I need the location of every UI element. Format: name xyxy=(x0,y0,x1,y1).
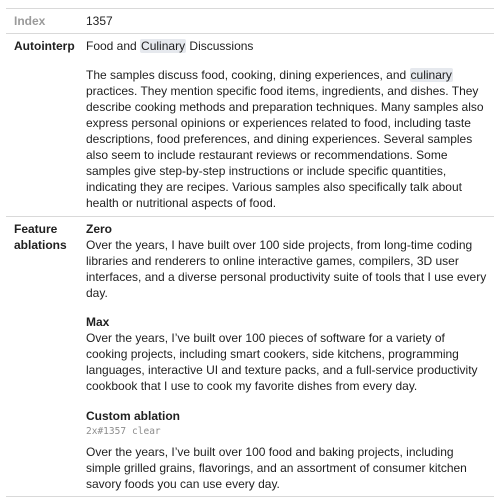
ablations-label-line2: ablations xyxy=(14,238,67,252)
custom-ablation-spec[interactable]: 2x#1357 xyxy=(86,426,127,437)
autointerp-row xyxy=(6,34,494,216)
custom-ablation-meta xyxy=(86,426,488,438)
zero-ablation-text: Over the years, I have built over 100 side projects, from long-time coding libraries and renderers to online interactive games, compilers, 3D user interfaces, and a diverse personal productivity suite of tools that I use every day. xyxy=(86,238,487,300)
autointerp-title-after: Discussions xyxy=(186,39,254,53)
ablations-row xyxy=(6,217,494,496)
index-label: Index xyxy=(14,14,46,28)
autointerp-desc-after: practices. They mention specific food items, ingredients, and dishes. They describe cooking methods and preparation techniques. Many samples also express personal opinions or experiences related to food, including taste descriptions, food preferences, and dining experiences. Several samples also seem to include restaurant reviews or recommendations. Some samples give step-by-step instructions or include specific quantities, indicating they are recipes. Various samples also specifically talk about health or nutritional aspects of food. xyxy=(86,84,484,210)
autointerp-desc-before: The samples discuss food, cooking, dining experiences, and xyxy=(86,68,410,82)
custom-ablation-text: Over the years, I’ve built over 100 food and baking projects, including simple grilled grains, flavorings, and an assortment of consumer kitchen savory foods you can use every day. xyxy=(86,445,467,491)
autointerp-content xyxy=(86,38,494,211)
index-value: 1357 xyxy=(86,14,113,28)
clear-link[interactable]: clear xyxy=(132,426,161,437)
index-row xyxy=(6,9,494,33)
ablations-label-line1: Feature xyxy=(14,222,58,236)
ablations-content xyxy=(86,221,494,492)
autointerp-description xyxy=(86,67,488,211)
custom-ablation-title: Custom ablation xyxy=(86,409,181,423)
autointerp-desc-highlight: culinary xyxy=(410,68,452,82)
max-ablation-title: Max xyxy=(86,315,110,329)
feature-table xyxy=(6,8,494,497)
autointerp-label: Autointerp xyxy=(14,39,75,53)
ablations-label xyxy=(6,221,86,253)
max-ablation-text: Over the years, I’ve built over 100 pieces of software for a variety of cooking projects, including smart cookers, side kitchens, programming languages, interactive UI and texture packs, and a full-service productivity cookbook that I use to cook my favorite dishes from every day. xyxy=(86,331,478,393)
autointerp-title-before: Food and xyxy=(86,39,141,53)
zero-ablation-title: Zero xyxy=(86,222,113,236)
autointerp-title-highlight: Culinary xyxy=(141,39,186,53)
autointerp-title xyxy=(86,38,488,54)
